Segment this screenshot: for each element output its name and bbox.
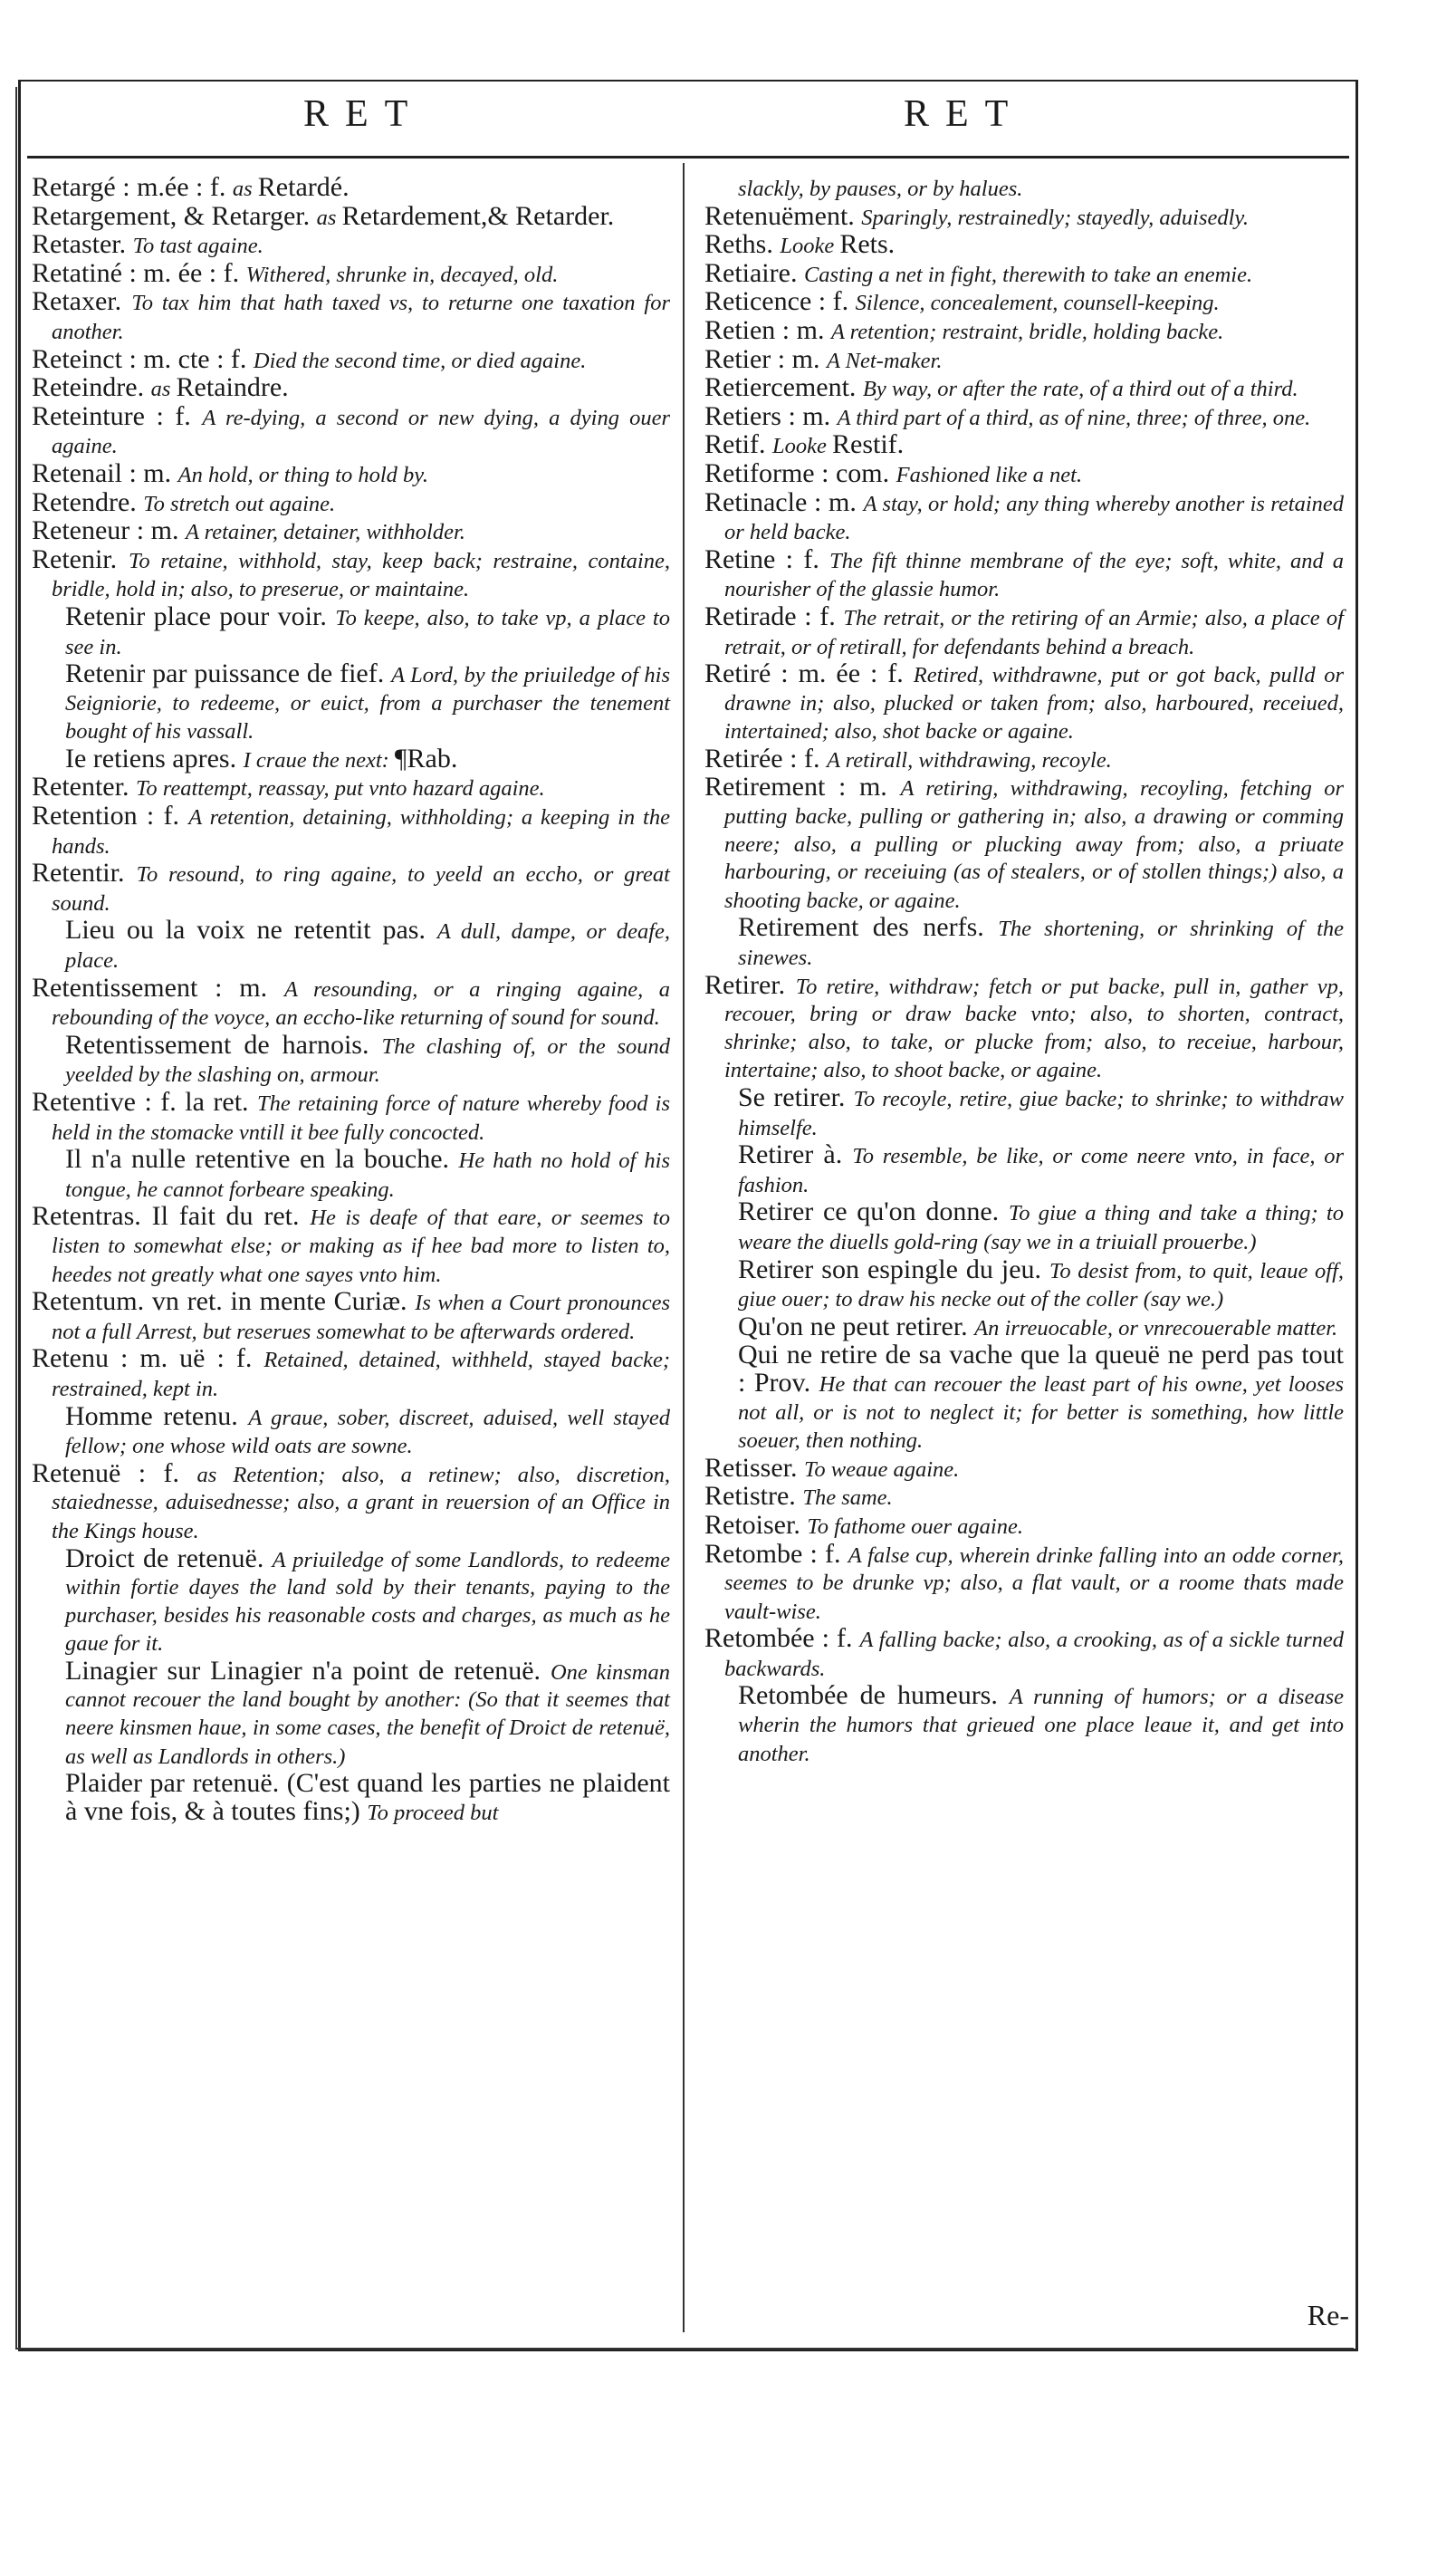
headword: Retombée : f. (704, 1623, 860, 1654)
definition: as (150, 377, 177, 402)
definition: A resounding, or a ringing againe, a rebounding of the voyce, an eccho-like returning of sound for sound. (52, 976, 670, 1031)
dictionary-entry (32, 1288, 670, 1345)
headword: Retirade : f. (704, 601, 844, 631)
definition: To resemble, be like, or come neere vnto, in face, or fashion. (738, 1144, 1344, 1197)
definition: A stay, or hold; any thing whereby another is retained or held backe. (724, 491, 1345, 545)
definition: To proceed but (367, 1800, 499, 1825)
dictionary-entry (704, 1483, 1344, 1512)
headword: Retentir. (32, 858, 137, 889)
headword: Retirement des nerfs. (738, 912, 999, 943)
dictionary-entry (704, 200, 1344, 232)
dictionary-entry (45, 917, 670, 974)
headword: Retentissement de harnois. (65, 1029, 382, 1060)
dictionary-entry (32, 457, 670, 489)
headword: Retinacle : m. (704, 486, 864, 517)
dictionary-entry (718, 1198, 1344, 1255)
dictionary-entry (718, 1141, 1344, 1198)
headword: Homme retenu. (65, 1400, 249, 1431)
definition: A retirall, withdrawing, recoyle. (826, 747, 1112, 773)
headword: Plaider par retenuë. (C'est quand les parties ne plaident à vne fois, & à toutes fins;) (65, 1768, 670, 1826)
dictionary-entry (704, 1538, 1344, 1626)
headword: Retentissement : m. (32, 972, 284, 1003)
headword: Qu'on ne peut retirer. (738, 1311, 975, 1341)
headword: Retenuë : f. (32, 1457, 197, 1488)
headword: Retention : f. (32, 801, 189, 831)
dictionary-entry (704, 374, 1344, 403)
headword: Droict de retenuë. (65, 1542, 273, 1573)
headword: Retiaire. (704, 257, 804, 288)
headword: Retentras. Il fait du ret. (32, 1201, 311, 1232)
dictionary-entry (704, 288, 1344, 317)
headword: Il n'a nulle retentive en la bouche. (65, 1144, 459, 1175)
dictionary-entry (45, 603, 670, 660)
definition: To recoyle, retire, giue backe; to shrinke; to withdraw himselfe. (738, 1087, 1344, 1140)
dictionary-entry (32, 1345, 670, 1402)
definition: Withered, shrunke in, decayed, old. (245, 262, 559, 287)
headword: Retistre. (704, 1481, 803, 1512)
definition: as Retention; also, a retinew; also, discretion, staiednesse, aduisednesse; also, a grant in reuersion of an Office in the Kings house. (52, 1462, 670, 1543)
definition: To resound, to ring againe, to yeeld an eccho, or great sound. (52, 862, 670, 916)
definition: A priuiledge of some Landlords, to redeeme within fortie dayes the land sold by their tenants, paying to the purchaser, besides his reasonable costs and charges, as much as he gaue for it. (65, 1547, 670, 1657)
headword: Retenu : m. uë : f. (32, 1343, 264, 1374)
definition: A graue, sober, discreet, aduised, well stayed fellow; one whose wild oats are sowne. (65, 1405, 670, 1459)
definition: The clashing of, or the sound yeelded by the slashing on, armour. (65, 1033, 670, 1088)
dictionary-entry (32, 1203, 670, 1288)
catchword: Re- (1307, 2299, 1349, 2331)
definition: To weaue againe. (804, 1456, 960, 1482)
headword: Retombe : f. (704, 1538, 848, 1569)
definition: as (232, 177, 258, 201)
headword: Retif. (704, 429, 772, 460)
definition: A third part of a third, as of nine, three; of three, one. (837, 405, 1311, 430)
headword: Retisser. (704, 1452, 804, 1483)
dictionary-entry (45, 1542, 670, 1658)
dictionary-entry (718, 1256, 1344, 1313)
definition: Silence, concealement, counsell-keeping. (855, 291, 1220, 316)
dictionary-entry (32, 200, 670, 232)
cross-reference: Restif. (832, 429, 905, 460)
dictionary-entry (45, 1655, 670, 1770)
definition: A Lord, by the priuiledge of his Seigniorie, to redeeme, or euict, from a purchaser the tenement bought of his vassall. (65, 663, 670, 745)
headword: Lieu ou la voix ne retentit pas. (65, 915, 437, 946)
definition: A falling backe; also, a crooking, as of a sickle turned backwards. (724, 1628, 1345, 1681)
cross-reference: Retardé. (257, 172, 350, 202)
definition: The fift thinne membrane of the eye; soft, white, and a nourisher of the glassie humor. (724, 548, 1344, 602)
definition: slackly, by pauses, or by halues. (738, 177, 1023, 201)
definition: A retainer, detainer, withholder. (185, 520, 465, 545)
dictionary-entry (32, 374, 670, 403)
headword: Retiforme : com. (704, 457, 896, 488)
dictionary-entry (718, 174, 1344, 203)
headword: Retendre. (32, 486, 144, 517)
definition: Casting a net in fight, therewith to take an enemie. (803, 262, 1253, 287)
definition: To giue a thing and take a thing; to weare the diuells gold-ring (say we in a triuiall prouerbe.) (738, 1201, 1344, 1254)
headword: Retiers : m. (704, 400, 838, 431)
headword: Reticence : f. (704, 286, 856, 317)
dictionary-entry (704, 1452, 1344, 1484)
headword: Retier : m. (704, 343, 827, 374)
headword: Retirer à. (738, 1139, 853, 1170)
dictionary-entry (704, 431, 1344, 460)
dictionary-entry (32, 174, 670, 203)
definition: To stretch out againe. (143, 491, 336, 516)
definition: To keepe, also, to take vp, a place to see in. (65, 605, 670, 659)
headword: Retargé : m.ée : f. (32, 172, 233, 202)
headword: Retenail : m. (32, 457, 178, 488)
definition: He that can recouer the least part of his owne, yet looses not all, or is not to neglect it; for better is something, how little soeuer, then nothing. (738, 1371, 1344, 1454)
headword: Ie retiens apres. (65, 743, 244, 774)
headword: Reteinture : f. (32, 400, 203, 431)
headword: Qui ne retire de sa vache que la queuë ne perd pas tout : Prov. (738, 1340, 1344, 1398)
dictionary-entry (718, 1682, 1344, 1767)
dictionary-entry (32, 972, 670, 1032)
definition: An hold, or thing to hold by. (177, 462, 428, 487)
dictionary-entry (704, 457, 1344, 489)
dictionary-entry (32, 1089, 670, 1146)
definition: The same. (802, 1485, 893, 1511)
definition: Looke (772, 434, 832, 459)
definition: To reattempt, reassay, put vnto hazard againe. (135, 776, 545, 802)
dictionary-entry (45, 660, 670, 745)
definition: A false cup, wherein drinke falling into an odde corner, seemes to be drunke vp; also, a flat vault, or a roome thats made vault-wise. (724, 1542, 1344, 1624)
definition: A retention, detaining, withholding; a keeping in the hands. (52, 805, 670, 859)
headword: Retiercement. (704, 372, 863, 403)
headword: Retirer. (704, 969, 796, 1000)
dictionary-entry (718, 1084, 1344, 1141)
definition: Fashioned like a net. (896, 462, 1083, 487)
dictionary-entry (718, 1313, 1344, 1342)
dictionary-entry (32, 802, 670, 860)
definition: Is when a Court pronounces not a full Arrest, but reserues somewhat to be afterwards ordered. (52, 1291, 670, 1344)
definition: Retained, detained, withheld, stayed backe; restrained, kept in. (52, 1348, 670, 1401)
definition: To tast againe. (132, 234, 263, 259)
dictionary-entry (704, 343, 1344, 375)
headword: Retenir place pour voir. (65, 601, 336, 631)
dictionary-entry (32, 543, 670, 603)
definition: To fathome ouer againe. (807, 1514, 1023, 1539)
headword: Retenter. (32, 772, 136, 802)
definition: To retaine, withhold, stay, keep back; restraine, containe, bridle, hold in; also, to preserue, or maintaine. (52, 548, 670, 602)
running-head-left: RET (303, 93, 425, 135)
definition: Died the second time, or died againe. (253, 348, 587, 373)
dictionary-entry (45, 1770, 670, 1826)
dictionary-entry (32, 517, 670, 546)
dictionary-entry (704, 1625, 1344, 1682)
dictionary-entry (32, 288, 670, 345)
definition: A re-dying, a second or new dying, a dying ouer againe. (52, 405, 670, 459)
definition: A running of humors; or a disease wherin the humors that grieued one place leaue it, and get into another. (738, 1685, 1344, 1766)
headword: Retentive : f. la ret. (32, 1087, 258, 1117)
definition: I craue the next: (243, 747, 395, 773)
definition: The shortening, or shrinking of the sinewes. (738, 917, 1345, 971)
definition: Sparingly, restrainedly; stayedly, aduisedly. (861, 205, 1250, 230)
dictionary-entry (718, 1341, 1344, 1454)
definition: To retire, withdraw; fetch or put backe, pull in, gather vp, recouer, bring or draw backe vnto; also, to shorten, contract, shrinke; also, to take, or plucke from; also, to receiue, harbour, intertaine; also, to shoot backe, or againe. (724, 974, 1344, 1083)
definition: One kinsman cannot recouer the land bought by another: (So that it seemes that neere kinsmen haue, in some cases, the benefit of Droict de retenuë, as well as Landlords in others.) (65, 1659, 670, 1769)
definition: A retention; restraint, bridle, holding backe. (830, 319, 1224, 344)
headword: Retine : f. (704, 543, 830, 574)
dictionary-entry (704, 745, 1344, 774)
headword: Se retirer. (738, 1082, 854, 1112)
running-head-right: RET (904, 93, 1025, 135)
cross-reference: Retaindre. (176, 372, 289, 403)
definition: A Net-maker. (826, 348, 943, 373)
definition: The retrait, or the retiring of an Armie; also, a place of retrait, or of retirall, for defendants behind a breach. (724, 605, 1344, 659)
dictionary-entry (32, 257, 670, 289)
headword: Reteneur : m. (32, 515, 186, 546)
dictionary-entry (704, 660, 1344, 745)
headword: Retiré : m. ée : f. (704, 658, 914, 689)
left-column (32, 174, 670, 1826)
definition: To desist from, to quit, leaue off, giue ouer; to draw his necke out of the coller (say we.) (738, 1258, 1345, 1312)
headword: Reteindre. (32, 372, 151, 403)
definition: Looke (780, 234, 840, 259)
headword: Reteinct : m. cte : f. (32, 343, 254, 374)
dictionary-entry (45, 745, 670, 774)
headword: Linagier sur Linagier n'a point de retenuë. (65, 1655, 551, 1686)
headword: Retaxer. (32, 286, 132, 317)
definition: To tax him that hath taxed vs, to returne one taxation for another. (52, 291, 670, 344)
dictionary-entry (45, 1400, 670, 1460)
dictionary-entry (704, 486, 1345, 546)
dictionary-entry (704, 603, 1344, 660)
dictionary-entry (704, 543, 1344, 603)
headword: Retentum. vn ret. in mente Curiæ. (32, 1286, 416, 1317)
dictionary-entry (45, 1146, 670, 1203)
dictionary-entry (704, 400, 1344, 432)
dictionary-entry (718, 914, 1344, 971)
headword: Retirer ce qu'on donne. (738, 1197, 1009, 1227)
headword: Retirement : m. (704, 772, 901, 802)
headword: Retatiné : m. ée : f. (32, 257, 246, 288)
headword: Retargement, & Retarger. (32, 200, 317, 231)
dictionary-entry (704, 314, 1344, 346)
dictionary-entry (32, 343, 670, 375)
headword: Retenuëment. (704, 200, 862, 231)
headword: Retirée : f. (704, 743, 827, 774)
definition: A dull, dampe, or deafe, place. (65, 919, 671, 974)
headword: Retoiser. (704, 1509, 808, 1540)
header-rule (27, 156, 1349, 159)
right-column (704, 174, 1344, 1767)
dictionary-entry (45, 1029, 670, 1089)
dictionary-entry (32, 860, 670, 917)
headword: Retenir. (32, 543, 129, 574)
headword: Retombée de humeurs. (738, 1680, 1010, 1711)
dictionary-entry (32, 1457, 670, 1545)
headword: Retaster. (32, 229, 133, 260)
dictionary-entry (32, 400, 670, 460)
headword: Reths. (704, 229, 781, 260)
dictionary-entry (32, 231, 670, 260)
dictionary-entry (704, 969, 1344, 1084)
dictionary-entry (32, 486, 670, 518)
dictionary-entry (704, 231, 1344, 260)
cross-reference: Rets. (839, 229, 896, 260)
definition: Retired, withdrawne, put or got back, pulld or drawne in; also, plucked or taken from; also, harboured, receiued, intertained; also, shot backe or againe. (724, 663, 1344, 745)
definition: He hath no hold of his tongue, he cannot forbeare speaking. (65, 1148, 670, 1202)
headword: Retien : m. (704, 314, 831, 345)
cross-reference: Retardement,& Retarder. (341, 200, 615, 231)
cross-reference: ¶Rab. (394, 743, 458, 774)
definition: By way, or after the rate, of a third out of a third. (862, 377, 1298, 402)
definition: as (316, 205, 342, 230)
definition: The retaining force of nature whereby food is held in the stomacke vntill it bee fully concocted. (52, 1091, 671, 1145)
dictionary-entry (32, 774, 670, 802)
definition: He is deafe of that eare, or seemes to listen to somewhat else; or making as if hee bad more to listen to, heedes not greatly what one sayes vnto him. (52, 1206, 670, 1287)
dictionary-entry (704, 1509, 1344, 1541)
headword: Retirer son espingle du jeu. (738, 1254, 1050, 1284)
column-divider (683, 163, 685, 2332)
definition: A retiring, withdrawing, recoyling, fetching or putting backe, pulling or gathering in; also, a drawing or comming neere; also, a pulling or plucking away from; also, a priuate harbouring, or receiuing (as of stealers, or of stollen things;) also, a shooting backe, or againe. (724, 776, 1344, 913)
dictionary-entry (704, 774, 1344, 914)
definition: An irreuocable, or vnrecouerable matter. (974, 1315, 1338, 1341)
dictionary-entry (704, 257, 1344, 289)
headword: Retenir par puissance de fief. (65, 658, 392, 689)
